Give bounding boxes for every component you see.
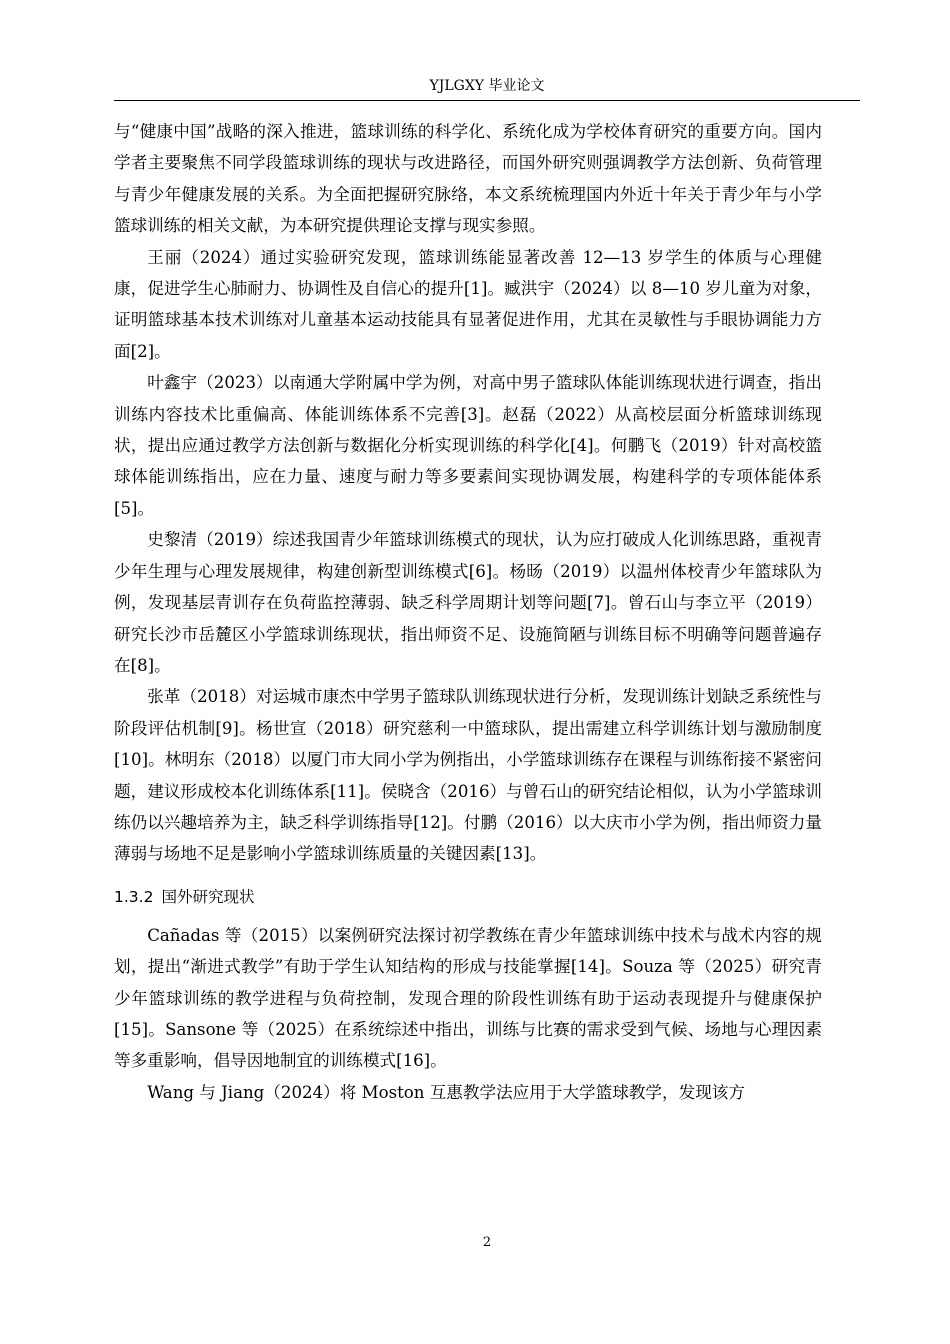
paragraph-zhangge: 张革（2018）对运城市康杰中学男子篮球队训练现状进行分析，发现训练计划缺乏系统性与阶段评估机制[9]。杨世宣（2018）研究慈利一中篮球队，提出需建立科学训练计划与激励制度[10]。林明东（2018）以厦门市大同小学为例指出，小学篮球训练存在课程与训练衔接不紧密问题，建议形成校本化训练体系[11]。侯晓含（2016）与曾石山的研究结论相似，认为小学篮球训练仍以兴趣培养为主，缺乏科学训练指导[12]。付鹏（2016）以大庆市小学为例，指出师资力量薄弱与场地不足是影响小学篮球训练质量的关键因素[13]。: [114, 687, 822, 864]
paragraph-canadas: Cañadas 等（2015）以案例研究法探讨初学教练在青少年篮球训练中技术与战术内容的规划，提出“渐进式教学”有助于学生认知结构的形成与技能掌握[14]。Souza 等（2025）研究青少年篮球训练的教学进程与负荷控制，发现合理的阶段性训练有助于运动表现提升与健康保护[15]。Sansone 等（2025）在系统综述中指出，训练与比赛的需求受到气候、场地与心理因素等多重影响，倡导因地制宜的训练模式[16]。: [114, 925, 822, 1071]
page-number: [114, 1234, 860, 1252]
paragraph-yexinyu: 叶鑫宇（2023）以南通大学附属中学为例，对高中男子篮球队体能训练现状进行调查，指出训练内容技术比重偏高、体能训练体系不完善[3]。赵磊（2022）从高校层面分析篮球训练现状，提出应通过教学方法创新与数据化分析实现训练的科学化[4]。何鹏飞（2019）针对高校篮球体能训练指出，应在力量、速度与耐力等多要素间实现协调发展，构建科学的专项体能体系[5]。: [114, 373, 822, 518]
paragraph-shiliqing: 史黎清（2019）综述我国青少年篮球训练模式的现状，认为应打破成人化训练思路，重视青少年生理与心理发展规律，构建创新型训练模式[6]。杨旸（2019）以温州体校青少年篮球队为例，发现基层青训存在负荷监控薄弱、缺乏科学周期计划等问题[7]。曾石山与李立平（2019）研究长沙市岳麓区小学篮球训练现状，指出师资不足、设施简陋与训练目标不明确等问题普遍存在[8]。: [114, 530, 822, 675]
page-number-text: 2: [482, 1235, 492, 1250]
section-heading: [114, 884, 822, 910]
header-rule: [114, 100, 860, 101]
page-header: [114, 76, 860, 96]
section-title: 国外研究现状: [161, 887, 255, 906]
paragraph-continued: 与“健康中国”战略的深入推进，篮球训练的科学化、系统化成为学校体育研究的重要方向。国内学者主要聚焦不同学段篮球训练的现状与改进路径，而国外研究则强调教学方法创新、负荷管理与青少年健康发展的关系。为全面把握研究脉络，本文系统梳理国内外近十年关于青少年与小学篮球训练的相关文献，为本研究提供理论支撑与现实参照。: [114, 122, 822, 236]
body-content: [114, 116, 822, 1108]
paragraph-wang-jiang: Wang 与 Jiang（2024）将 Moston 互惠教学法应用于大学篮球教学，发现该方: [147, 1082, 745, 1102]
section-number: 1.3.2: [114, 887, 154, 906]
header-title: YJLGXY 毕业论文: [429, 78, 545, 94]
paragraph-wangli: 王丽（2024）通过实验研究发现，篮球训练能显著改善 12—13 岁学生的体质与心理健康，促进学生心肺耐力、协调性及自信心的提升[1]。臧洪宇（2024）以 8—10 岁儿童为对象，证明篮球基本技术训练对儿童基本运动技能具有显著促进作用，尤其在灵敏性与手眼协调能力方面[2]。: [114, 247, 822, 361]
